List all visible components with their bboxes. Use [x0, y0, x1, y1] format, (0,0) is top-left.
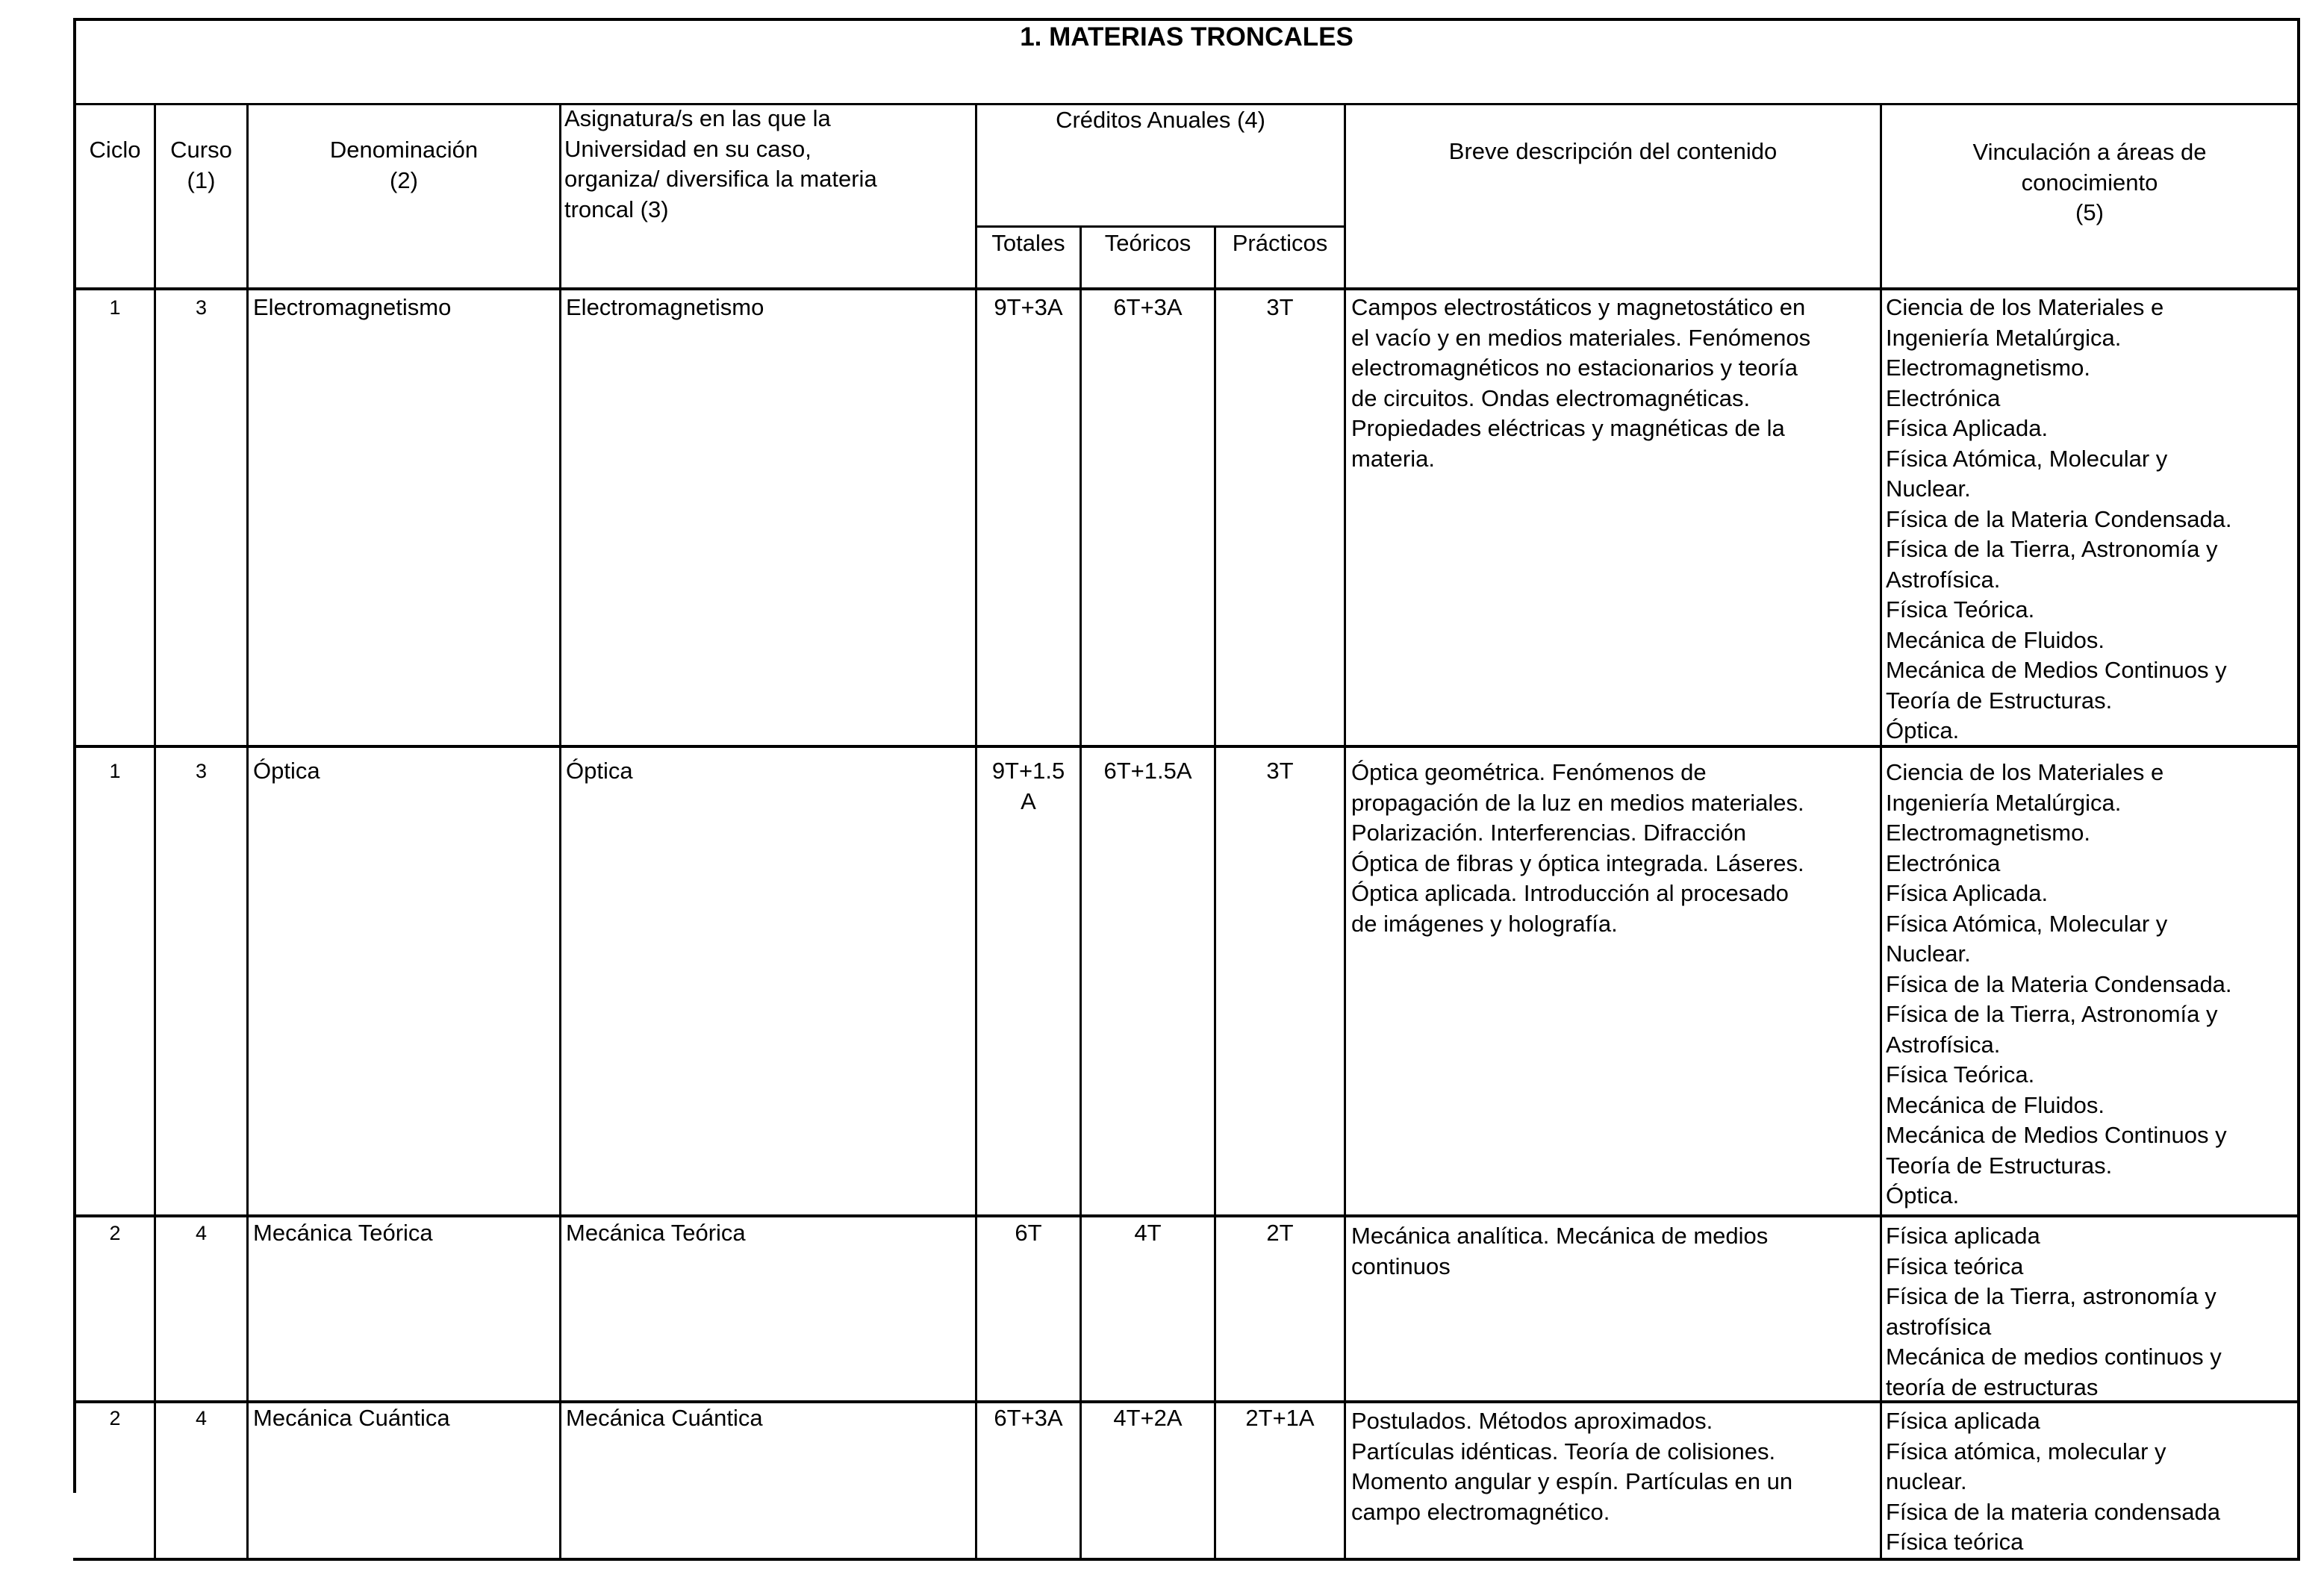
cell-ciclo: 2: [109, 1222, 121, 1244]
header-denominacion: Denominación (2): [329, 137, 479, 193]
cell-asignatura: Electromagnetismo: [566, 294, 764, 320]
cell-teoricos: 4T+2A: [1113, 1405, 1183, 1431]
header-teoricos: Teóricos: [1104, 230, 1191, 256]
col-rule-totales: [1080, 225, 1082, 1561]
cell-totales: 9T+1.5 A: [991, 758, 1065, 814]
cell-curso: 4: [195, 1222, 208, 1244]
cell-descripcion: Mecánica analítica. Mecánica de medios continuos: [1351, 1223, 1769, 1279]
cell-vinculacion: Física aplicada Física teórica Física de la Tierra, astronomía y astrofísica Mecánica de medios continuos y teoría de estructuras: [1886, 1223, 2222, 1400]
cell-practicos: 3T: [1266, 294, 1294, 320]
header-practicos: Prácticos: [1232, 230, 1328, 256]
header-totales: Totales: [991, 230, 1065, 256]
cell-curso: 3: [195, 760, 208, 782]
table-bottom-border: [73, 1558, 2300, 1561]
table-left-border: [73, 18, 76, 1493]
cell-practicos: 2T+1A: [1245, 1405, 1315, 1431]
cell-teoricos: 6T+1.5A: [1103, 758, 1192, 784]
col-rule-descripcion: [1880, 103, 1882, 1561]
cell-vinculacion: Ciencia de los Materiales e Ingeniería Metalúrgica. Electromagnetismo. Electrónica Física Aplicada. Física Atómica, Molecular y Nuclear. Física de la Materia Condensada. Física de la Tierra, Astronomía y Astrofísica. Física Teórica. Mecánica de Fluidos. Mecánica de Medios Continuos y Teoría de Estructuras. Óptica.: [1886, 759, 2232, 1208]
cell-ciclo: 1: [109, 760, 121, 782]
cell-asignatura: Mecánica Teórica: [566, 1220, 746, 1246]
col-rule-creditos: [1344, 103, 1346, 1561]
cell-denominacion: Mecánica Teórica: [253, 1220, 433, 1246]
header-curso: Curso (1): [170, 137, 232, 193]
cell-totales: 6T: [1015, 1220, 1042, 1246]
creditos-sub-rule: [975, 225, 1345, 228]
header-ciclo: Ciclo: [89, 137, 141, 163]
table-title: 1. MATERIAS TRONCALES: [1020, 22, 1353, 52]
cell-descripcion: Óptica geométrica. Fenómenos de propagación de la luz en medios materiales. Polarización. Interferencias. Difracción Óptica de fibras y óptica integrada. Láseres. Óptica aplicada. Introducción al procesado de imágenes y holografía.: [1351, 759, 1804, 937]
cell-descripcion: Campos electrostáticos y magnetostático en el vacío y en medios materiales. Fenómenos electromagnéticos no estacionarios y teoría de circuitos. Ondas electromagnéticas. Propiedades eléctricas y magnéticas de la materia.: [1351, 294, 1811, 472]
col-rule-curso: [246, 103, 249, 1561]
cell-teoricos: 6T+3A: [1113, 294, 1183, 320]
header-bottom-rule: [73, 287, 2300, 290]
cell-practicos: 2T: [1266, 1220, 1294, 1246]
cell-totales: 6T+3A: [994, 1405, 1063, 1431]
cell-denominacion: Electromagnetismo: [253, 294, 452, 320]
cell-denominacion: Óptica: [253, 758, 320, 784]
cell-asignatura: Mecánica Cuántica: [566, 1405, 763, 1431]
cell-denominacion: Mecánica Cuántica: [253, 1405, 450, 1431]
table-top-border: [73, 18, 2300, 21]
cell-totales: 9T+3A: [994, 294, 1063, 320]
header-vinculacion: Vinculación a áreas de conocimiento (5): [1972, 139, 2207, 225]
cell-ciclo: 2: [109, 1407, 121, 1429]
cell-curso: 4: [195, 1407, 208, 1429]
header-asignatura: Asignatura/s en las que la Universidad en su caso, organiza/ diversifica la materia troncal (3): [564, 105, 877, 222]
header-creditos: Créditos Anuales (4): [1056, 107, 1265, 133]
cell-asignatura: Óptica: [566, 758, 633, 784]
cell-ciclo: 1: [109, 296, 121, 319]
cell-curso: 3: [195, 296, 208, 319]
table-right-border: [2297, 18, 2300, 1561]
cell-practicos: 3T: [1266, 758, 1294, 784]
cell-vinculacion: Física aplicada Física atómica, molecular y nuclear. Física de la materia condensada Física teórica: [1886, 1408, 2221, 1555]
cell-descripcion: Postulados. Métodos aproximados. Partículas idénticas. Teoría de colisiones. Momento angular y espín. Partículas en un campo electromagnético.: [1351, 1408, 1793, 1525]
col-rule-denominacion: [559, 103, 561, 1561]
header-descripcion: Breve descripción del contenido: [1448, 138, 1778, 164]
cell-vinculacion: Ciencia de los Materiales e Ingeniería Metalúrgica. Electromagnetismo. Electrónica Física Aplicada. Física Atómica, Molecular y Nuclear. Física de la Materia Condensada. Física de la Tierra, Astronomía y Astrofísica. Física Teórica. Mecánica de Fluidos. Mecánica de Medios Continuos y Teoría de Estructuras. Óptica.: [1886, 294, 2232, 743]
row2-bottom-rule: [73, 1214, 2300, 1217]
cell-teoricos: 4T: [1134, 1220, 1162, 1246]
col-rule-teoricos: [1214, 225, 1216, 1561]
